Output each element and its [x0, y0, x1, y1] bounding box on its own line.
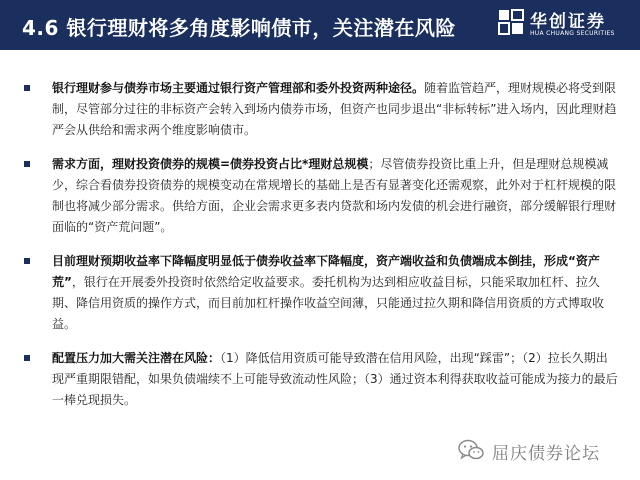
bullet-text: [52, 157, 616, 234]
bullet-body: （1）降低信用资质可能导致潜在信用风险，出现“踩雷”；（2）拉长久期出现严重期限错配，如果负债端续不上可能导致流动性风险；（3）通过资本利得获取收益可能成为接力的最后一棒兑现损失。: [52, 351, 618, 407]
wechat-icon: [458, 439, 484, 461]
company-logo: [498, 7, 634, 43]
slide-title: 4.6 银行理财将多角度影响债市，关注潜在风险: [22, 16, 456, 40]
bullet-item-2: [22, 154, 618, 238]
bullet-lead: 配置压力加大需关注潜在风险：: [52, 351, 221, 365]
bullet-list: [22, 78, 618, 424]
bullet-text: [52, 254, 604, 331]
watermark-text: 屈庆债券论坛: [492, 444, 600, 464]
bullet-item-1: [22, 78, 618, 141]
bullet-lead: 目前理财预期收益率下降幅度明显低于债券收益率下降幅度，资产端收益和负债端成本倒挂，形成“资产荒”: [52, 254, 600, 289]
bullet-square-icon: [24, 258, 30, 264]
bullet-item-3: [22, 251, 618, 335]
logo-name: 华创证券: [530, 12, 606, 32]
bullet-lead: 需求方面，理财投资债券的规模=债券投资占比*理财总规模: [52, 157, 369, 171]
logo-mark-icon: [498, 9, 524, 35]
bullet-square-icon: [24, 355, 30, 361]
header-bar: [0, 0, 640, 50]
bullet-square-icon: [24, 85, 30, 91]
bullet-body: ，银行在开展委外投资时依然给定收益要求。委托机构为达到相应收益目标，只能采取加杠杆、拉久期、降信用资质的操作方式，而目前加杠杆操作收益空间薄，只能通过拉久期和降信用资质的方式博取收益。: [52, 275, 605, 331]
bullet-body: 随着监管趋严，理财规模必将受到限制，尽管部分过往的非标资产会转入到场内债券市场，但资产也同步退出“非标转标”进入场内，因此理财趋严会从供给和需求两个维度影响债市。: [52, 81, 617, 137]
bullet-square-icon: [24, 161, 30, 167]
bullet-lead: 银行理财参与债券市场主要通过银行资产管理部和委外投资两种途径。: [52, 81, 425, 95]
bullet-item-4: [22, 348, 618, 411]
bullet-text: [52, 351, 618, 407]
bullet-text: [52, 81, 616, 137]
logo-subtitle: HUA CHUANG SECURITIES: [530, 30, 615, 37]
bullet-body: ；尽管债券投资比重上升，但是理财总规模减少，综合看债券投资债券的规模变动在常规增长的基础上是否有显著变化还需观察，此外对于杠杆规模的限制也将减少部分需求。供给方面，企业会需求更多表内贷款和场内发债的机会进行融资，部分缓解银行理财面临的“资产荒问题”。: [52, 157, 617, 234]
